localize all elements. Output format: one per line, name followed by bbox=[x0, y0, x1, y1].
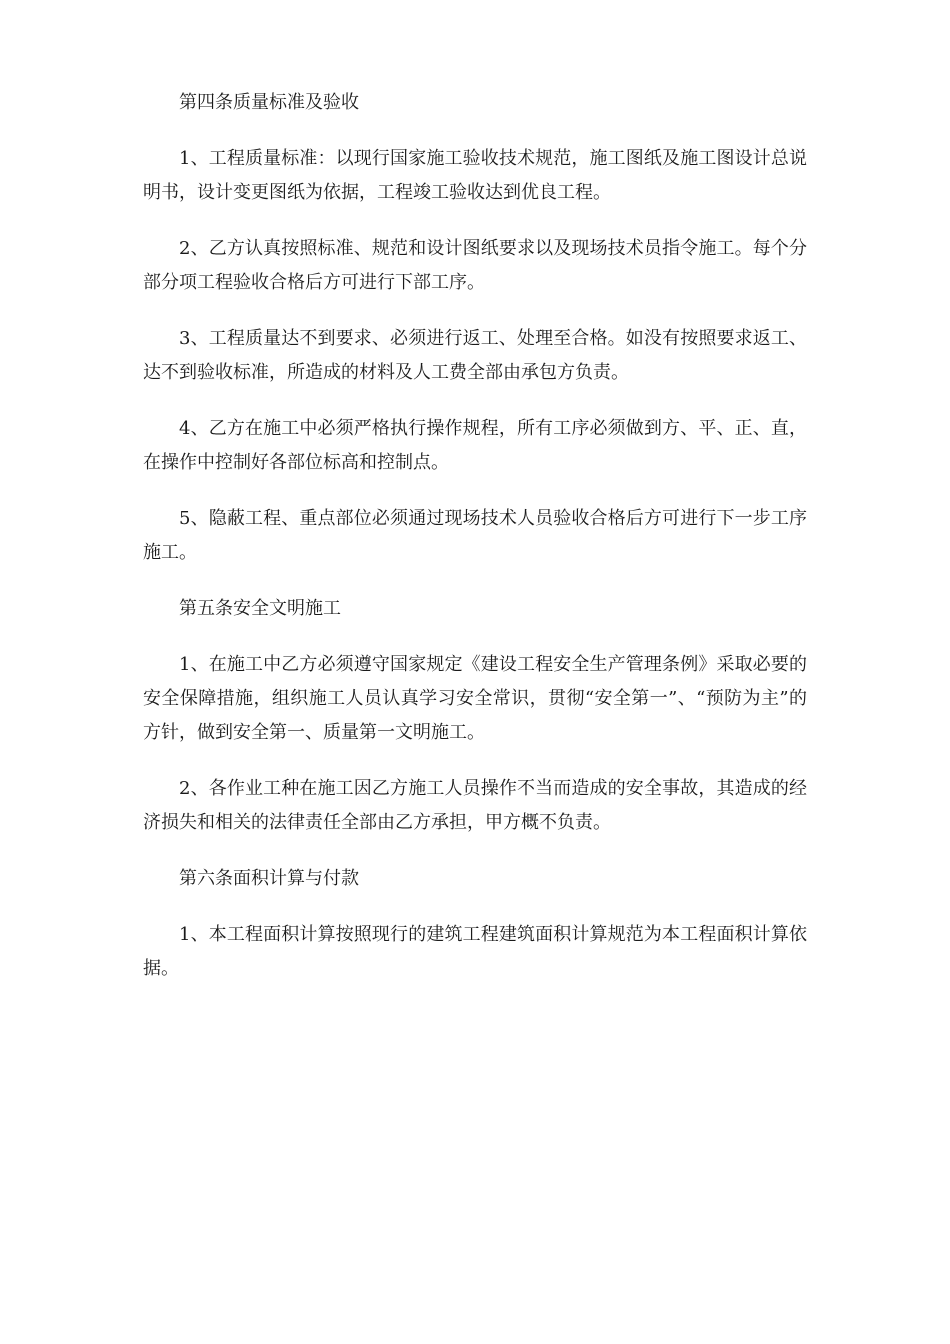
paragraph-4-1: 1、工程质量标准：以现行国家施工验收技术规范，施工图纸及施工图设计总说明书，设计变更图纸为依据，工程竣工验收达到优良工程。 bbox=[143, 148, 807, 203]
paragraph-5-1: 1、在施工中乙方必须遵守国家规定《建设工程安全生产管理条例》采取必要的安全保障措施，组织施工人员认真学习安全常识，贯彻“安全第一”、“预防为主”的方针，做到安全第一、质量第一文明施工。 bbox=[143, 654, 807, 743]
paragraph-4-4: 4、乙方在施工中必须严格执行操作规程，所有工序必须做到方、平、正、直，在操作中控制好各部位标高和控制点。 bbox=[143, 418, 807, 473]
document-page bbox=[143, 86, 807, 1008]
section-heading-5: 第五条安全文明施工 bbox=[179, 598, 341, 619]
paragraph-6-1: 1、本工程面积计算按照现行的建筑工程建筑面积计算规范为本工程面积计算依据。 bbox=[143, 924, 807, 979]
section-heading-4: 第四条质量标准及验收 bbox=[179, 92, 359, 113]
paragraph-4-2: 2、乙方认真按照标准、规范和设计图纸要求以及现场技术员指令施工。每个分部分项工程验收合格后方可进行下部工序。 bbox=[143, 238, 807, 293]
paragraph-4-5: 5、隐蔽工程、重点部位必须通过现场技术人员验收合格后方可进行下一步工序施工。 bbox=[143, 508, 807, 563]
paragraph-4-3: 3、工程质量达不到要求、必须进行返工、处理至合格。如没有按照要求返工、达不到验收标准，所造成的材料及人工费全部由承包方负责。 bbox=[143, 328, 807, 383]
paragraph-5-2: 2、各作业工种在施工因乙方施工人员操作不当而造成的安全事故，其造成的经济损失和相关的法律责任全部由乙方承担，甲方概不负责。 bbox=[143, 778, 807, 833]
section-heading-6: 第六条面积计算与付款 bbox=[179, 868, 359, 889]
